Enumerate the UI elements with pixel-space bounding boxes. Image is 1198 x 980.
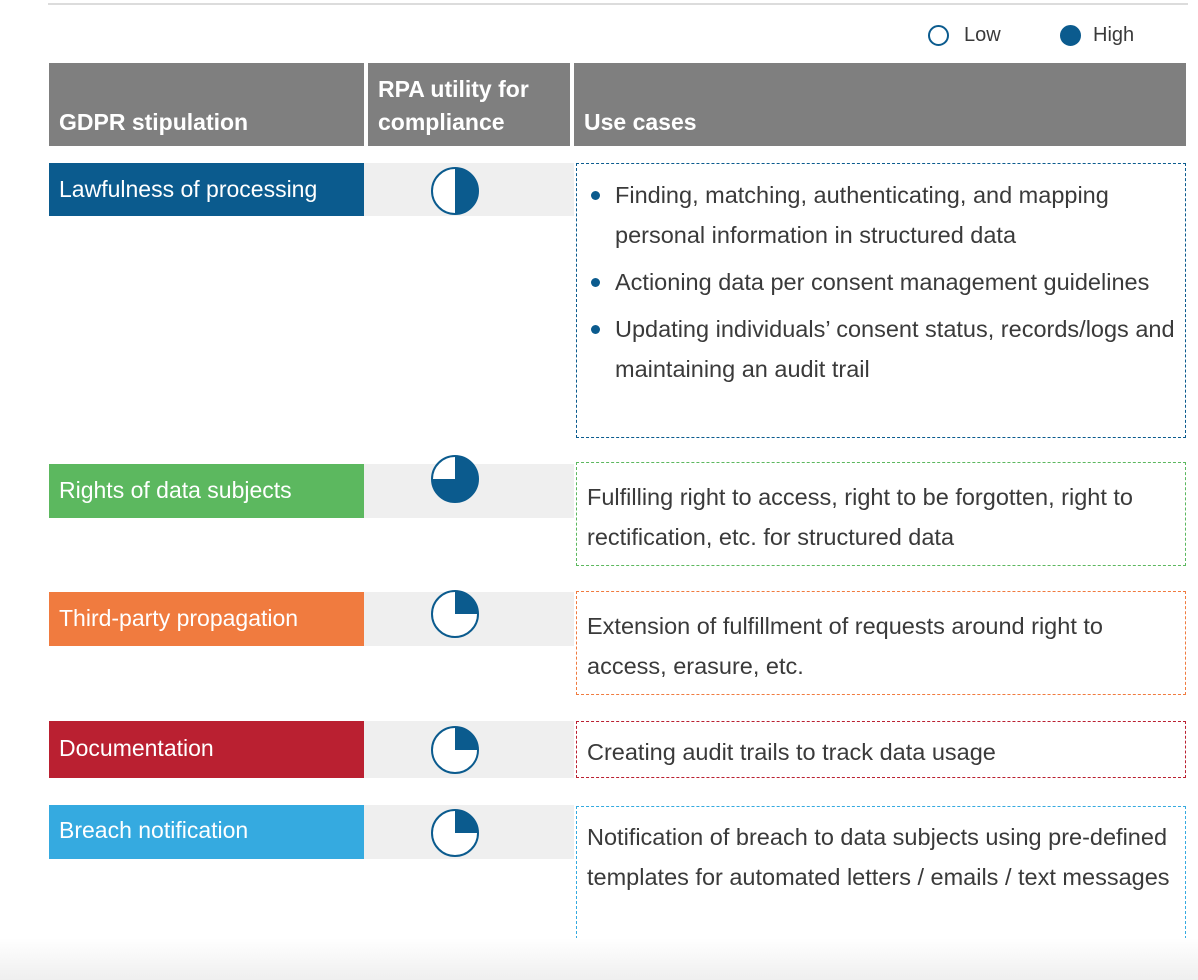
use-case-item: [577, 309, 1175, 389]
utility-harvey-ball-icon: [429, 807, 481, 859]
use-case-text: Extension of fulfillment of requests around right to access, erasure, etc.: [587, 613, 1103, 679]
bullet-icon: [591, 278, 600, 287]
utility-harvey-ball-icon: [429, 724, 481, 776]
bottom-shadow: [0, 938, 1198, 980]
use-case-text: Actioning data per consent management guidelines: [615, 269, 1150, 295]
use-cases-box: [576, 163, 1186, 438]
use-case-text: Finding, matching, authenticating, and mapping personal information in structured data: [615, 182, 1109, 248]
use-cases-box: [576, 462, 1186, 566]
harvey-ball-fill: [455, 727, 478, 750]
use-case-text: Fulfilling right to access, right to be forgotten, right to rectification, etc. for structured data: [587, 484, 1133, 550]
header-rpa-utility: [368, 63, 570, 146]
harvey-ball-fill: [455, 168, 478, 214]
use-case-text: Notification of breach to data subjects using pre-defined templates for automated letters / emails / text messages: [587, 824, 1170, 890]
legend-low-label: Low: [964, 24, 1001, 46]
use-case-text: Creating audit trails to track data usage: [587, 739, 996, 765]
use-case-item: [577, 175, 1175, 255]
stipulation-breach-notification: Breach notification: [49, 805, 364, 859]
utility-harvey-ball-icon: [429, 165, 481, 217]
legend-high-icon: [1060, 25, 1081, 46]
header-gdpr-stipulation-text: GDPR stipulation: [59, 109, 249, 135]
utility-harvey-ball-icon: [429, 453, 481, 505]
top-divider: [48, 3, 1188, 5]
stipulation-lawfulness-of-processing: Lawfulness of processing: [49, 163, 364, 216]
harvey-ball-fill: [455, 591, 478, 614]
legend-high-label: High: [1093, 24, 1135, 46]
use-case-text: Updating individuals’ consent status, records/logs and maintaining an audit trail: [615, 316, 1175, 382]
header-use-cases-text: Use cases: [584, 109, 697, 135]
use-case-item: [577, 262, 1175, 302]
header-use-cases: [574, 63, 1186, 146]
bullet-icon: [591, 191, 600, 200]
stipulation-third-party-propagation: Third-party propagation: [49, 592, 364, 646]
bullet-icon: [591, 325, 600, 334]
use-cases-box: [576, 806, 1186, 944]
stipulation-documentation: Documentation: [49, 721, 364, 778]
use-case-list: [577, 175, 1175, 389]
use-cases-box: [576, 721, 1186, 778]
legend-low-icon: [928, 25, 949, 46]
use-cases-box: [576, 591, 1186, 695]
header-rpa-utility-text: RPA utility for compliance: [378, 76, 529, 135]
utility-harvey-ball-icon: [429, 588, 481, 640]
stipulation-rights-of-data-subjects: Rights of data subjects: [49, 464, 364, 518]
harvey-ball-fill: [455, 810, 478, 833]
header-gdpr-stipulation: [49, 63, 364, 146]
